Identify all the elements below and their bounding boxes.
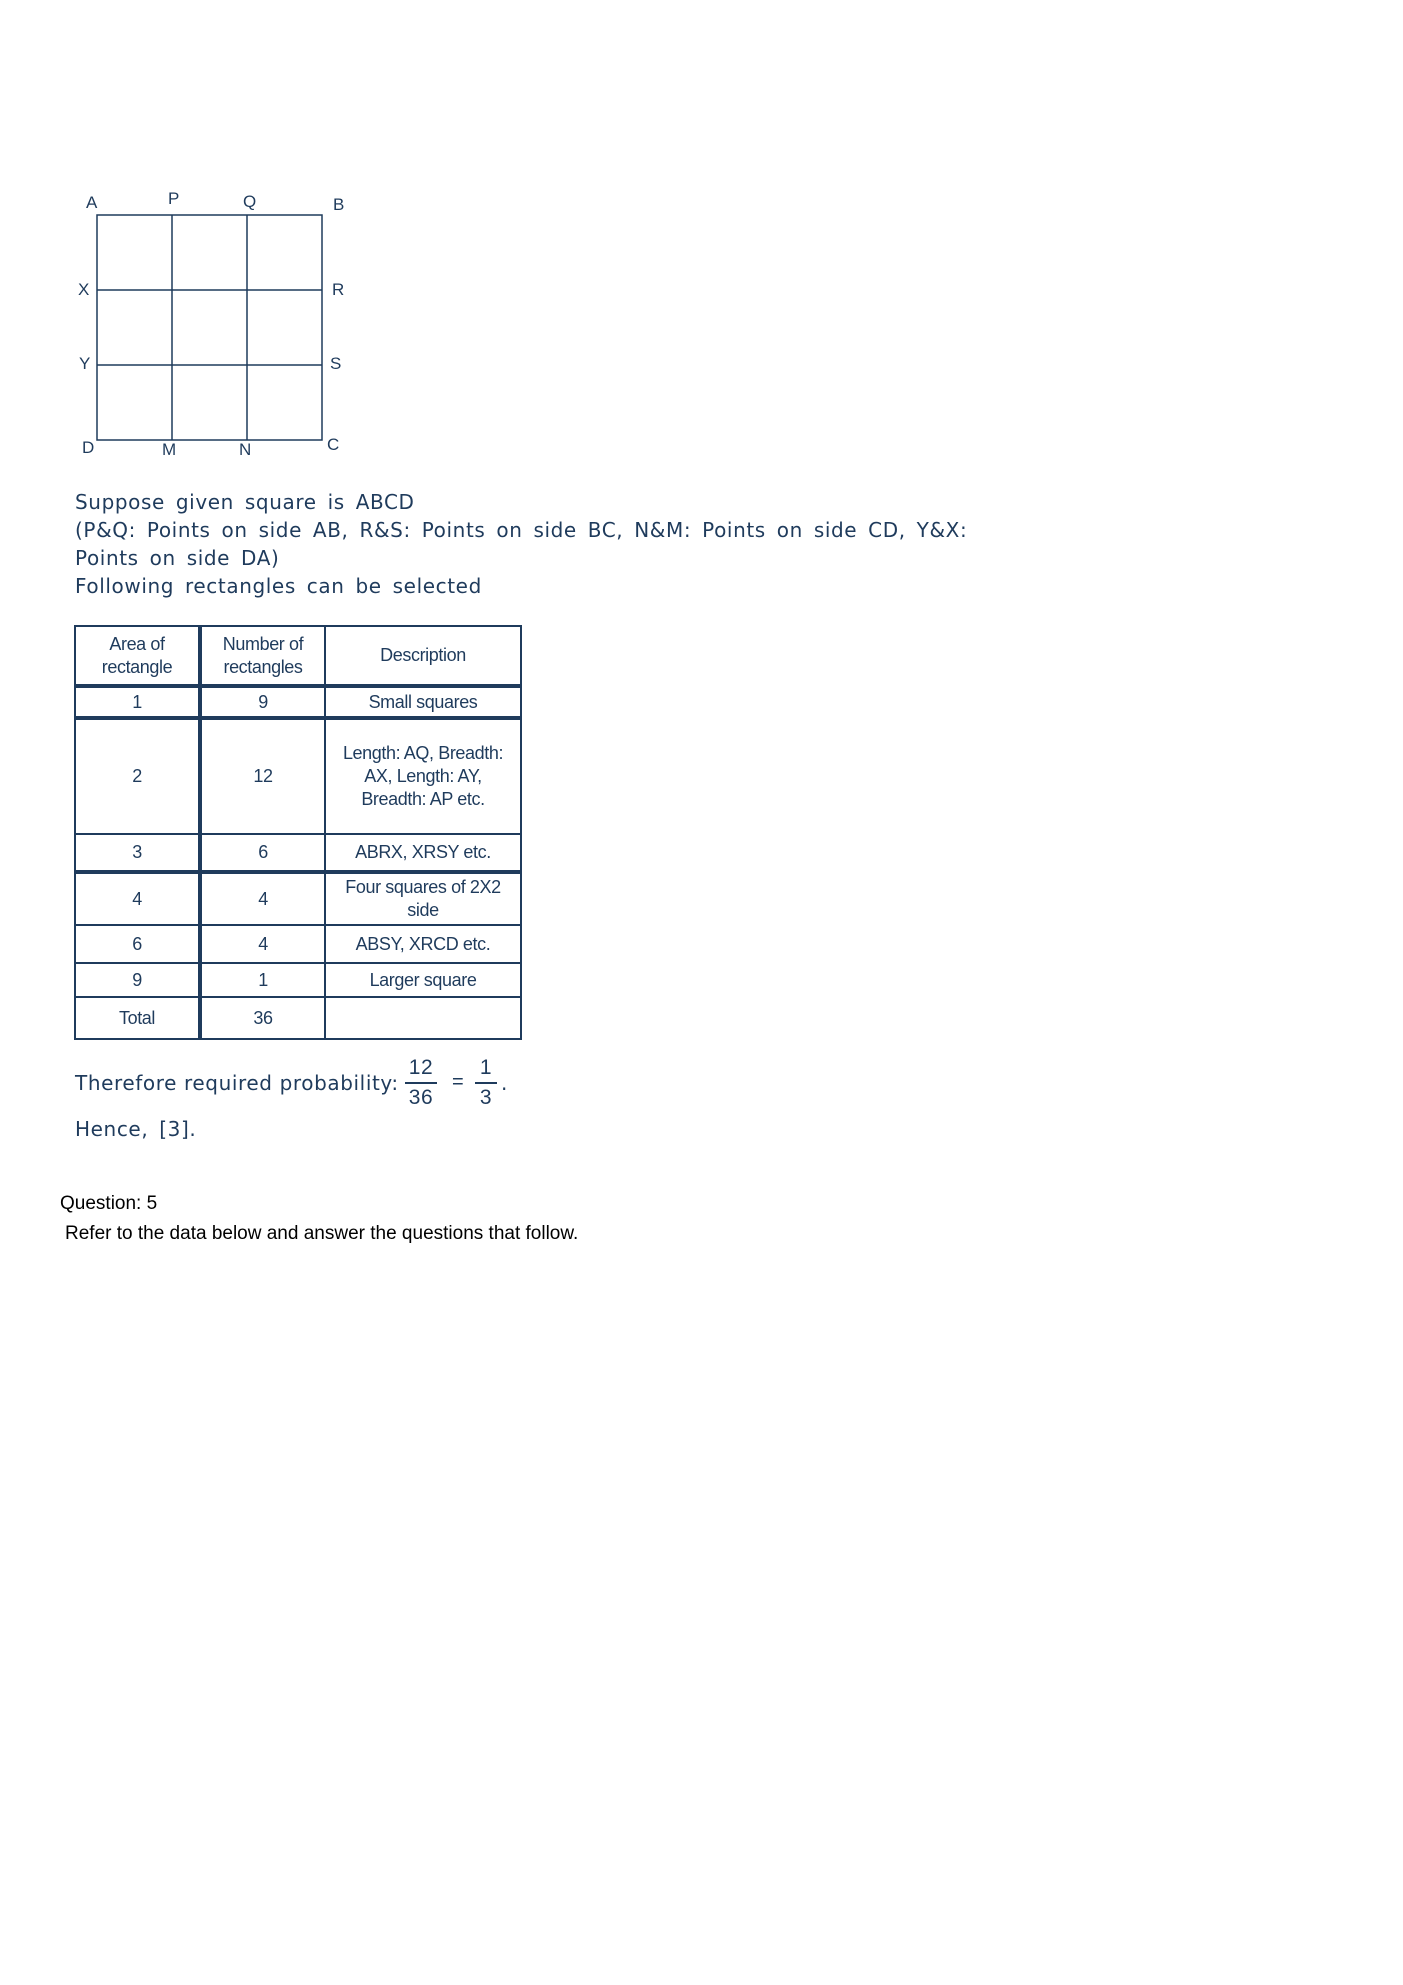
label-q: Q [243, 192, 257, 211]
fraction-bar [475, 1082, 497, 1084]
cell-count: 4 [200, 925, 325, 963]
outer-square [97, 215, 322, 440]
label-y: Y [79, 354, 91, 373]
fraction-denominator: 36 [408, 1086, 434, 1109]
cell-total-description [325, 997, 521, 1039]
cell-count: 1 [200, 963, 325, 997]
label-x: X [78, 280, 90, 299]
label-d: D [82, 438, 95, 457]
solution-line-4: Following rectangles can be selected [75, 574, 482, 598]
rectangles-table [74, 625, 522, 1040]
solution-line-3: Points on side DA) [75, 546, 280, 570]
label-a: A [86, 193, 98, 212]
cell-description: Length: AQ, Breadth: AX, Length: AY, Breadth: AP etc. [325, 718, 521, 834]
grid-lines [72, 190, 362, 460]
cell-area: 1 [75, 686, 200, 718]
header-number: Number of rectangles [200, 626, 325, 686]
fraction-12-36 [405, 1055, 437, 1111]
label-m: M [162, 440, 177, 459]
cell-area: 6 [75, 925, 200, 963]
cell-description: Small squares [325, 686, 521, 718]
cell-description: Larger square [325, 963, 521, 997]
cell-total-count: 36 [200, 997, 325, 1039]
label-s: S [330, 354, 342, 373]
cell-count: 9 [200, 686, 325, 718]
square-grid-diagram [72, 190, 362, 460]
cell-area: 3 [75, 834, 200, 872]
label-r: R [332, 280, 345, 299]
cell-area: 2 [75, 718, 200, 834]
header-description: Description [325, 626, 521, 686]
label-p: P [168, 189, 180, 208]
table-row [75, 718, 521, 834]
period: . [501, 1071, 508, 1095]
table-row [75, 872, 521, 925]
solution-line-2: (P&Q: Points on side AB, R&S: Points on side BC, N&M: Points on side CD, Y&X: [75, 518, 968, 542]
question-text: Refer to the data below and answer the questions that follow. [65, 1223, 579, 1244]
cell-description: Four squares of 2X2 side [325, 872, 521, 925]
label-c: C [327, 435, 340, 454]
cell-area: 4 [75, 872, 200, 925]
fraction-numerator: 1 [479, 1056, 493, 1079]
hence-answer: Hence, [3]. [75, 1117, 197, 1141]
label-b: B [333, 195, 345, 214]
label-n: N [239, 440, 252, 459]
equals-sign: = [452, 1071, 465, 1093]
table-row [75, 925, 521, 963]
table-row [75, 686, 521, 718]
cell-description: ABSY, XRCD etc. [325, 925, 521, 963]
header-area: Area of rectangle [75, 626, 200, 686]
table-row [75, 834, 521, 872]
probability-label: Therefore required probability: [75, 1071, 399, 1095]
cell-count: 6 [200, 834, 325, 872]
cell-total-label: Total [75, 997, 200, 1039]
cell-area: 9 [75, 963, 200, 997]
question-number: Question: 5 [60, 1193, 158, 1214]
solution-line-1: Suppose given square is ABCD [75, 490, 415, 514]
cell-count: 12 [200, 718, 325, 834]
table-total-row [75, 997, 521, 1039]
table-header-row [75, 626, 521, 686]
fraction-numerator: 12 [408, 1056, 434, 1079]
cell-count: 4 [200, 872, 325, 925]
table-row [75, 963, 521, 997]
cell-description: ABRX, XRSY etc. [325, 834, 521, 872]
fraction-denominator: 3 [479, 1086, 493, 1109]
fraction-bar [405, 1082, 437, 1084]
fraction-1-3 [475, 1055, 497, 1111]
